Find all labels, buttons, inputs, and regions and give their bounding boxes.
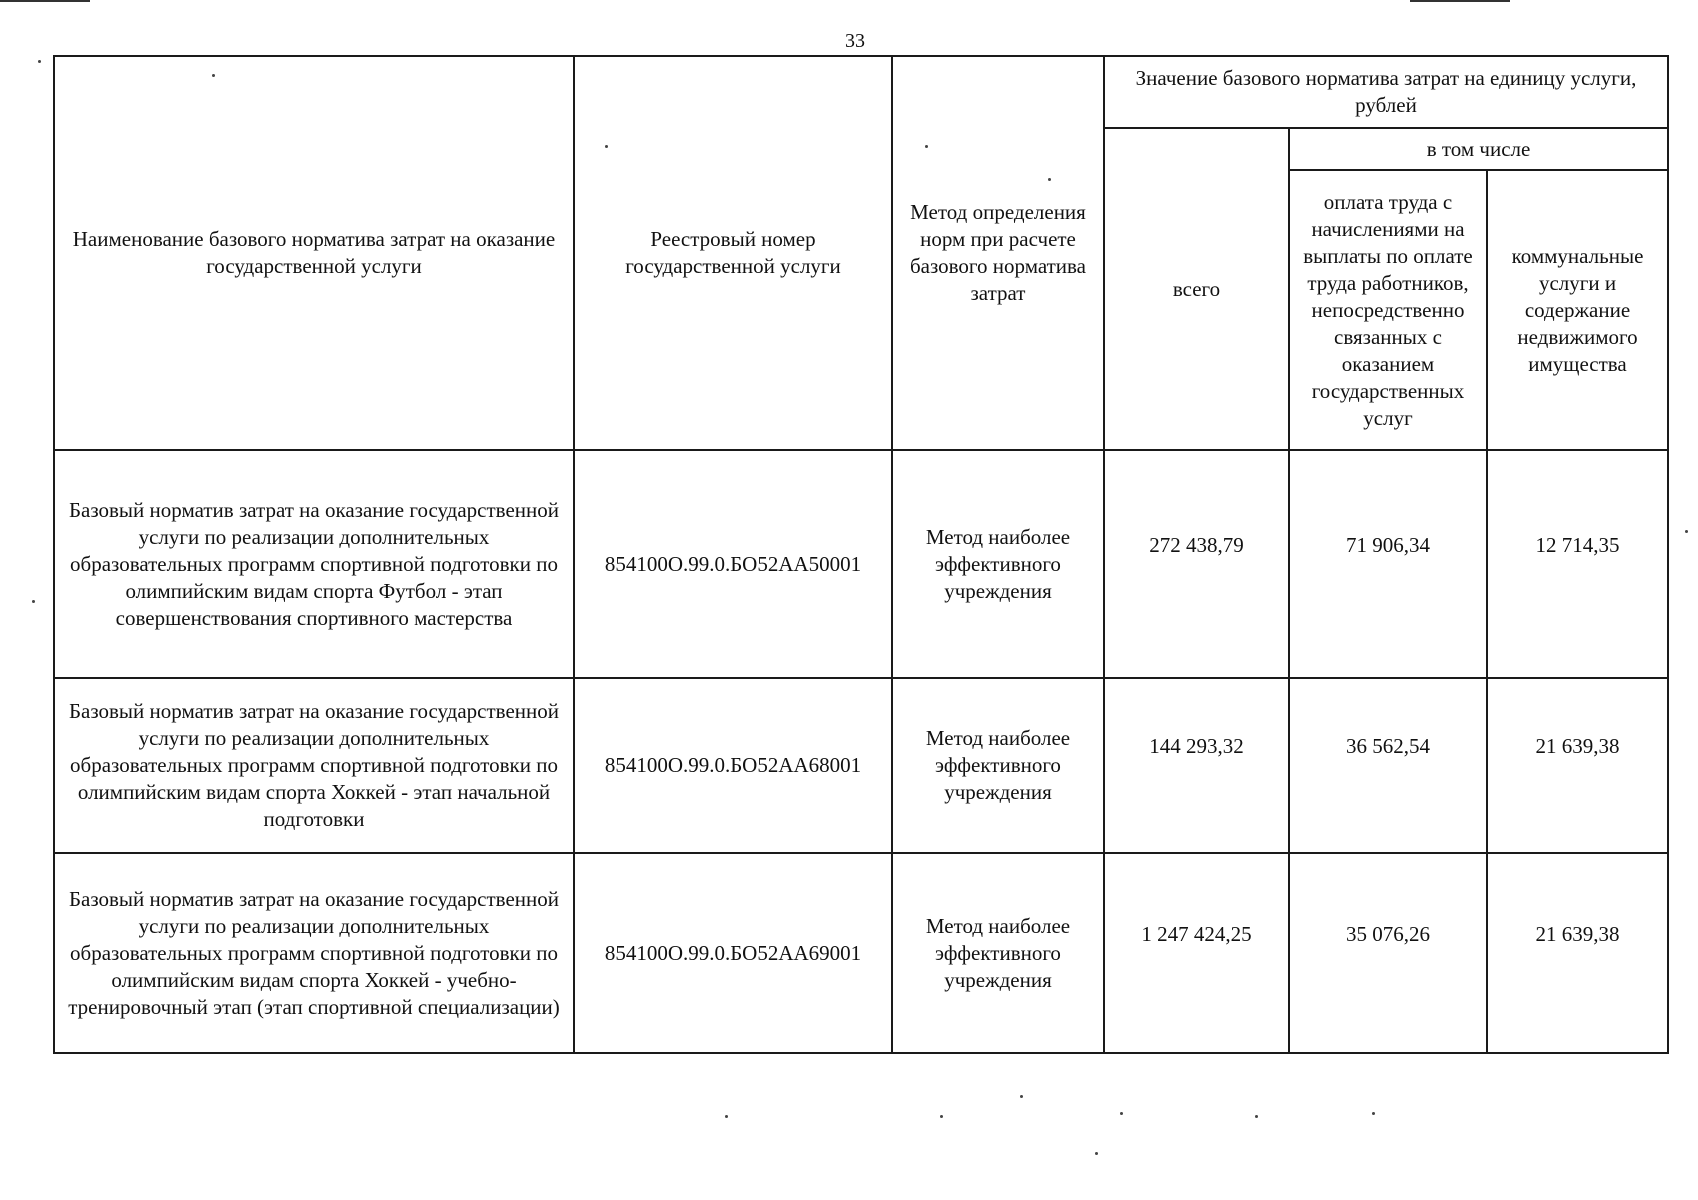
table-row (54, 450, 1668, 678)
table-row (54, 853, 1668, 1053)
row-name: Базовый норматив затрат на оказание государственной услуги по реализации дополнительных образовательных программ спортивной подготовки по олимпийским видам спорта Хоккей - учебно-тренировочный этап (этап спортивной специализации) (54, 853, 574, 1053)
cost-norm-table (53, 55, 1669, 1054)
scan-speck (925, 145, 928, 148)
row-utilities: 12 714,35 (1487, 450, 1668, 678)
scan-speck (940, 1115, 943, 1118)
header-method: Метод определения норм при расчете базового норматива затрат (892, 56, 1104, 450)
header-value-group: Значение базового норматива затрат на единицу услуги, рублей (1104, 56, 1668, 128)
scan-speck (1120, 1112, 1123, 1115)
header-total: всего (1104, 128, 1289, 450)
scan-speck (1020, 1095, 1023, 1098)
row-total: 272 438,79 (1104, 450, 1289, 678)
scan-speck (725, 1115, 728, 1118)
scan-speck (1095, 1152, 1098, 1155)
row-labor: 35 076,26 (1289, 853, 1487, 1053)
header-name: Наименование базового норматива затрат на оказание государственной услуги (54, 56, 574, 450)
scan-speck (1372, 1112, 1375, 1115)
row-utilities: 21 639,38 (1487, 853, 1668, 1053)
scan-speck (1685, 530, 1688, 533)
header-including: в том числе (1289, 128, 1668, 170)
row-method: Метод наиболее эффективного учреждения (892, 853, 1104, 1053)
row-total: 144 293,32 (1104, 678, 1289, 853)
row-total: 1 247 424,25 (1104, 853, 1289, 1053)
row-method: Метод наиболее эффективного учреждения (892, 678, 1104, 853)
row-labor: 36 562,54 (1289, 678, 1487, 853)
row-registry: 854100О.99.0.БО52АА50001 (574, 450, 892, 678)
row-method: Метод наиболее эффективного учреждения (892, 450, 1104, 678)
scan-speck (605, 145, 608, 148)
row-name: Базовый норматив затрат на оказание государственной услуги по реализации дополнительных образовательных программ спортивной подготовки по олимпийским видам спорта Футбол - этап совершенствования спортивного мастерства (54, 450, 574, 678)
row-utilities: 21 639,38 (1487, 678, 1668, 853)
table-row (54, 678, 1668, 853)
scan-speck (38, 60, 41, 63)
scan-speck (212, 74, 215, 77)
row-name: Базовый норматив затрат на оказание государственной услуги по реализации дополнительных образовательных программ спортивной подготовки по олимпийским видам спорта Хоккей - этап начальной подготовки (54, 678, 574, 853)
scan-speck (1048, 178, 1051, 181)
top-edge-mark-left (0, 0, 90, 2)
scan-speck (32, 600, 35, 603)
row-registry: 854100О.99.0.БО52АА69001 (574, 853, 892, 1053)
header-labor: оплата труда с начислениями на выплаты по оплате труда работников, непосредственно связанных с оказанием государственных услуг (1289, 170, 1487, 450)
row-registry: 854100О.99.0.БО52АА68001 (574, 678, 892, 853)
top-edge-mark-right (1410, 0, 1510, 2)
header-utilities: коммунальные услуги и содержание недвижимого имущества (1487, 170, 1668, 450)
page-number: 33 (845, 30, 865, 52)
header-registry: Реестровый номер государственной услуги (574, 56, 892, 450)
scan-speck (1255, 1115, 1258, 1118)
header-row-1 (54, 56, 1668, 128)
row-labor: 71 906,34 (1289, 450, 1487, 678)
